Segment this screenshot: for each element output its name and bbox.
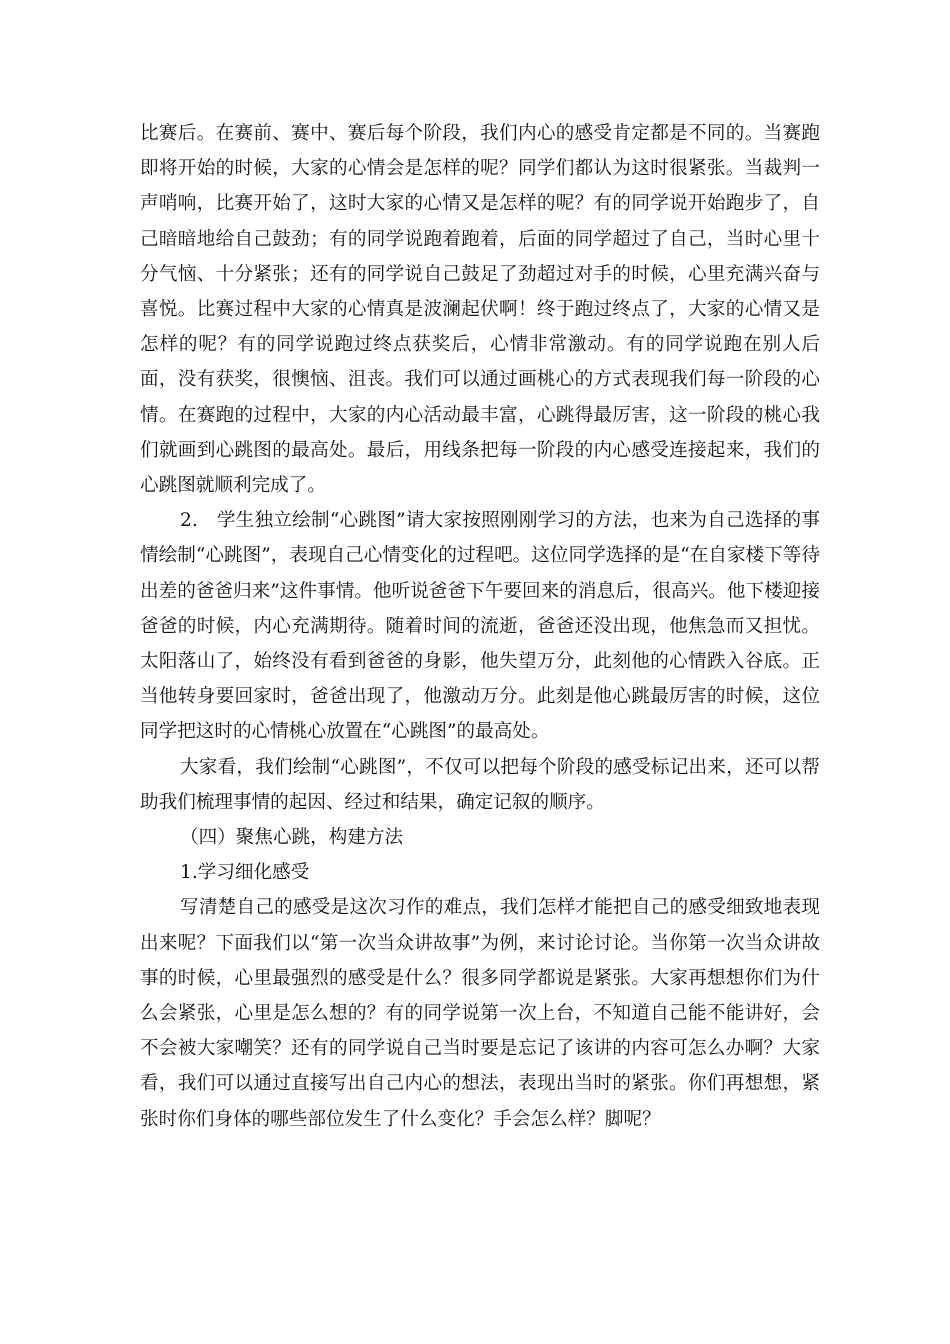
- section-heading-4: （四）聚焦心跳，构建方法: [180, 827, 404, 849]
- paragraph-detail-feelings: 写清楚自己的感受是这次习作的难点，我们怎样才能把自己的感受细致地表现出来呢？下面我们以“第一次当众讲故事”为例，来讨论讨论。当你第一次当众讲故事的时候，心里最强烈的感受是什么？很多同学都说是紧张。大家再想想你们为什么会紧张，心里是怎么想的？有的同学说第一次上台，不知道自己能不能讲好，会不会被大家嘲笑？还有的同学说自己当时要是忘记了该讲的内容可怎么办啊？大家看，我们可以通过直接写出自己内心的想法，表现出当时的紧张。你们再想想，紧张时你们身体的哪些部位发生了什么变化？手会怎么样？脚呢？: [140, 897, 820, 1130]
- paragraph-summary: 大家看，我们绘制“心跳图”，不仅可以把每个阶段的感受标记出来，还可以帮助我们梳理事情的起因、经过和结果，确定记叙的顺序。: [140, 756, 820, 813]
- paragraph-step-2: 2. 学生独立绘制“心跳图”请大家按照刚刚学习的方法，也来为自己选择的事情绘制“心跳图”，表现自己心情变化的过程吧。这位同学选择的是“在自家楼下等待出差的爸爸归来”这件事情。他听说爸爸下午要回来的消息后，很高兴。他下楼迎接爸爸的时候，内心充满期待。随着时间的流逝，爸爸还没出现，他焦急而又担忧。太阳落山了，始终没有看到爸爸的身影，他失望万分，此刻他的心情跌入谷底。正当他转身要回家时，爸爸出现了，他激动万分。此刻是他心跳最厉害的时候，这位同学把这时的心情桃心放置在“心跳图”的最高处。: [140, 510, 820, 743]
- document-body: [140, 116, 820, 1137]
- subheading-1: 1.学习细化感受: [180, 862, 310, 884]
- paragraph-race-feelings: 比赛后。在赛前、赛中、赛后每个阶段，我们内心的感受肯定都是不同的。当赛跑即将开始的时候，大家的心情会是怎样的呢？同学们都认为这时很紧张。当裁判一声哨响，比赛开始了，这时大家的心情又是怎样的呢？有的同学说开始跑步了，自己暗暗地给自己鼓劲；有的同学说跑着跑着，后面的同学超过了自己，当时心里十分气恼、十分紧张；还有的同学说自己鼓足了劲超过对手的时候，心里充满兴奋与喜悦。比赛过程中大家的心情真是波澜起伏啊！终于跑过终点了，大家的心情又是怎样的呢？有的同学说跑过终点获奖后，心情非常激动。有的同学说跑在别人后面，没有获奖，很懊恼、沮丧。我们可以通过画桃心的方式表现我们每一阶段的心情。在赛跑的过程中，大家的内心活动最丰富，心跳得最厉害，这一阶段的桃心我们就画到心跳图的最高处。最后，用线条把每一阶段的内心感受连接起来，我们的心跳图就顺利完成了。: [140, 123, 820, 497]
